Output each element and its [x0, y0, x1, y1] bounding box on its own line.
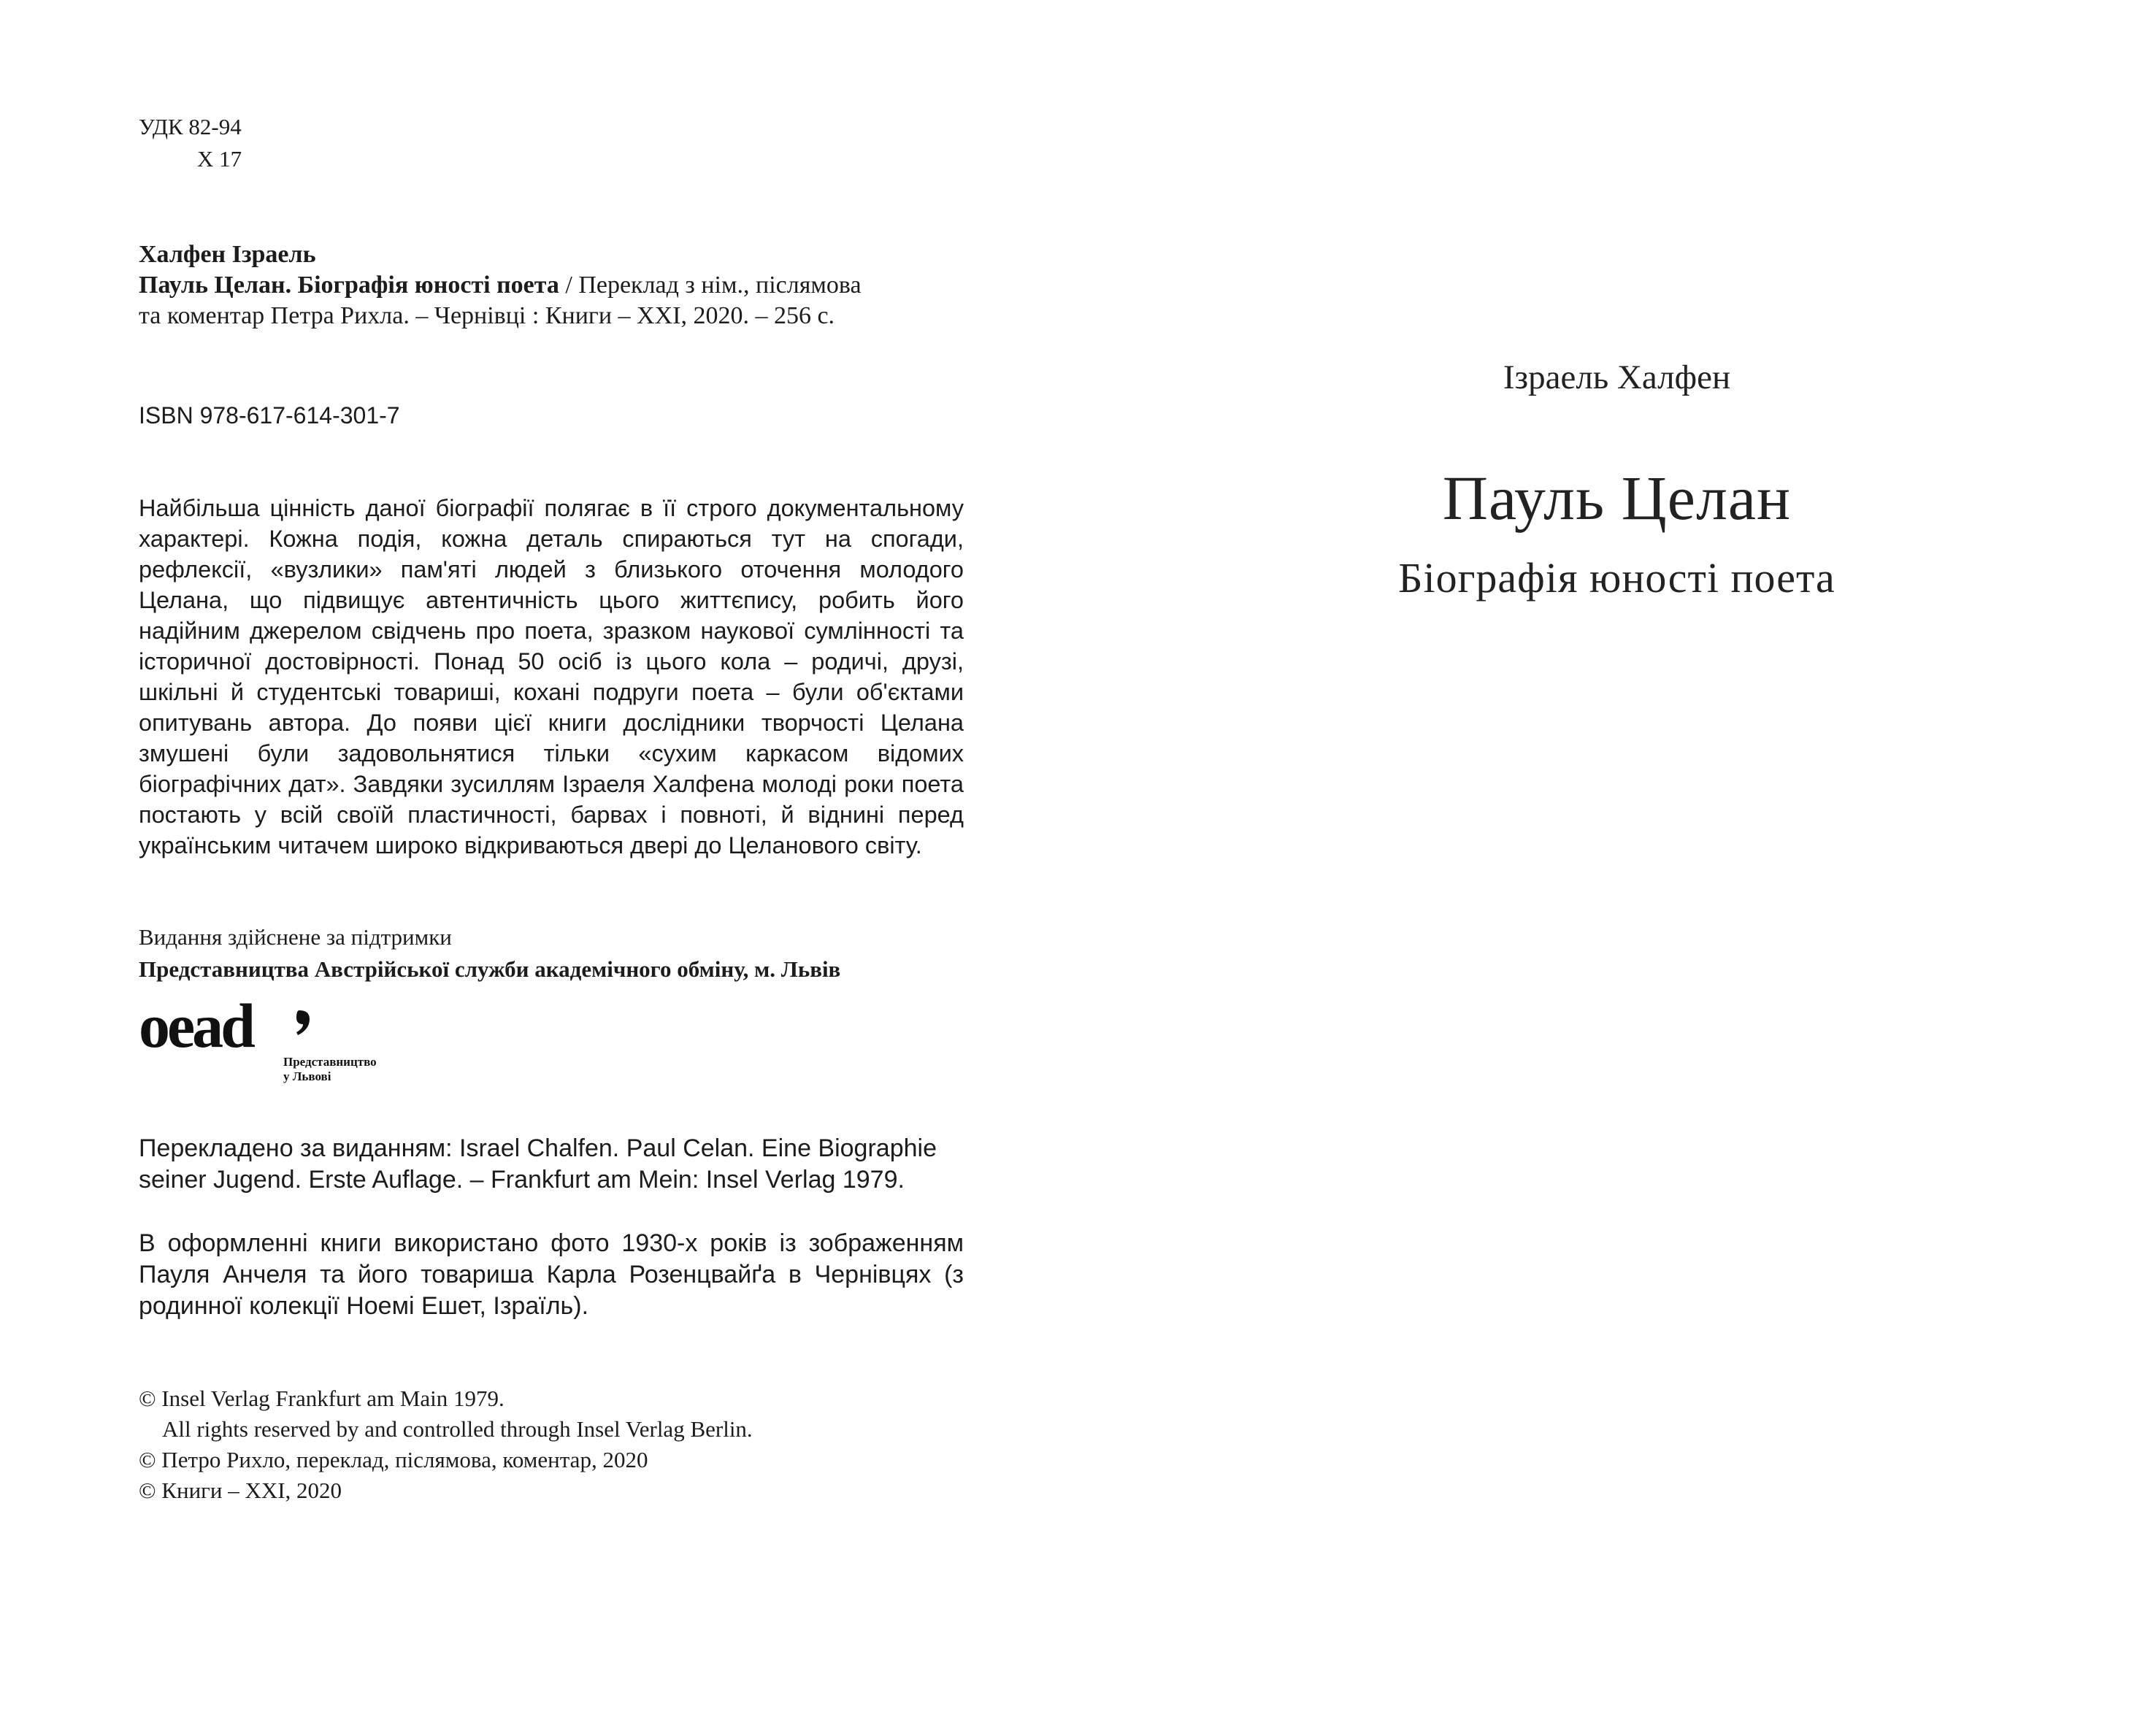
- oead-apostrophe: [296, 1010, 310, 1035]
- udk-block: [139, 111, 964, 175]
- isbn: ISBN 978-617-614-301-7: [139, 402, 400, 429]
- abstract: Найбільша цінність даної біографії полягає в її строго документальному характері. Кожна подія, кожна деталь спираються тут на спогади, рефлексії, «вузлики» пам'яті людей з близького оточення молодого Целана, що підвищує автентичність цього життєпису, робить його надійним джерелом свідчень про поета, зразком наукової сумлінності та історичної достовірності. Понад 50 осіб із цього кола – родичі, друзі, шкільні й студентські товариші, кохані подруги поета – були об'єктами опитувань автора. До появи цієї книги дослідники творчості Целана змушені були задовольнятися тільки «сухим каркасом відомих біографічних дат». Завдяки зусиллям Ізраеля Халфена молоді роки поета постають у всій своїй пластичності, барвах і повноті, й віднині перед українським читачем широко відкриваються двері до Целанового світу.: [139, 495, 964, 858]
- oead-caption-line2: у Львові: [283, 1069, 331, 1083]
- title-page-title: Пауль Целан: [1442, 463, 1792, 533]
- title-page-author: Ізраель Халфен: [1503, 358, 1731, 396]
- copyright-line: © Insel Verlag Frankfurt am Main 1979.: [139, 1386, 505, 1411]
- oead-logo: [139, 1002, 409, 1089]
- oead-wordmark: oead: [139, 1002, 253, 1061]
- copyright-line: © Петро Рихло, переклад, післямова, коментар, 2020: [139, 1447, 648, 1472]
- biblio-author: Халфен Ізраель: [139, 241, 316, 268]
- design-note: В оформленні книги використано фото 1930-х років із зображенням Пауля Анчеля та його товариша Карла Розенцвайґа в Чернівцях (з родинної колекції Ноемі Ешет, Ізраїль).: [139, 1229, 964, 1320]
- udk-code: УДК 82-94: [139, 114, 242, 139]
- translated-from: [139, 1133, 964, 1196]
- translated-line1: Перекладено за виданням: Israel Chalfen. Paul Celan. Eine Biographie: [139, 1134, 937, 1162]
- copyright-block: [139, 1383, 964, 1506]
- support-note: [139, 921, 964, 986]
- support-org: Представництва Австрійської служби академічного обміну, м. Львів: [139, 956, 841, 982]
- udk-index: Х 17: [197, 146, 242, 172]
- translated-line2: seiner Jugend. Erste Auflage. – Frankfurt am Mein: Insel Verlag 1979.: [139, 1166, 905, 1194]
- copyright-line: All rights reserved by and controlled through Insel Verlag Berlin.: [162, 1416, 753, 1442]
- biblio-rest: / Переклад з нім., післямова: [559, 272, 862, 299]
- right-page: [1078, 0, 2156, 1725]
- biblio-line2: та коментар Петра Рихла. – Чернівці : Книги – ХХІ, 2020. – 256 с.: [139, 302, 835, 329]
- support-intro: Видання здійснене за підтримки: [139, 924, 452, 950]
- biblio-title: Пауль Целан. Біографія юності поета: [139, 272, 559, 299]
- oead-caption-line1: Представництво: [283, 1055, 377, 1069]
- copyright-line: © Книги – ХХІ, 2020: [139, 1478, 342, 1503]
- bibliographic-record: [139, 239, 964, 331]
- title-page-subtitle: Біографія юності поета: [1398, 554, 1835, 602]
